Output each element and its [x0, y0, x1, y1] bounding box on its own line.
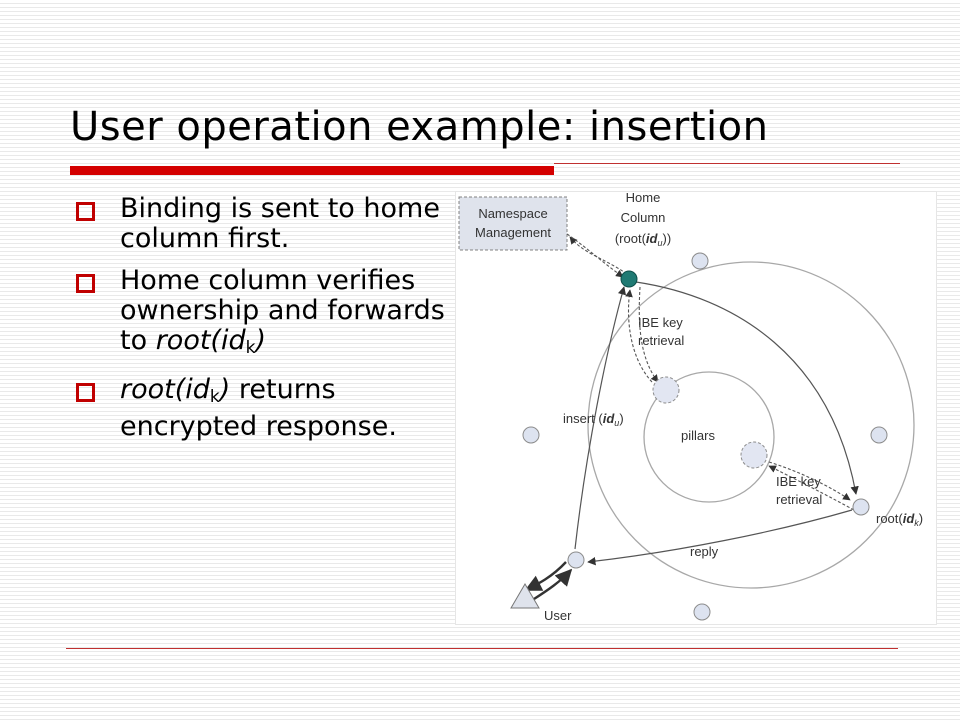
bullet-math-prefix: root(id: [120, 374, 210, 405]
bullet-item: [70, 266, 450, 363]
pillar-node: [741, 442, 767, 468]
bullet-math-sub: k: [209, 387, 220, 407]
retrieval-label-right: retrieval: [776, 492, 823, 507]
outer-ring: [588, 262, 914, 588]
ibe-key-label-top: IBE key: [638, 315, 683, 330]
root-node: [853, 499, 869, 515]
bullet-math-prefix: root(id: [155, 325, 246, 356]
title-underline-thick: [70, 166, 554, 175]
square-bullet-icon: [76, 202, 95, 221]
management-label: Management: [475, 225, 551, 240]
bullet-list: [70, 194, 450, 454]
title-underline-thin: [554, 163, 900, 164]
bullet-text-plain: Home column verifies ownership and forwards to: [120, 265, 445, 356]
insert-node: [568, 552, 584, 568]
bullet-item: [70, 194, 450, 254]
slide-title: User operation example: insertion: [70, 104, 769, 150]
ring-node: [692, 253, 708, 269]
diagram-svg: [456, 192, 936, 624]
user-icon: [511, 584, 539, 608]
reply-label: reply: [690, 544, 719, 559]
bullet-text-plain: returns encrypted response.: [120, 374, 397, 442]
arrow-reply: [588, 510, 852, 562]
arrow-node-to-user: [526, 562, 566, 590]
ring-node: [694, 604, 710, 620]
pillars-label: pillars: [681, 428, 715, 443]
insertion-diagram: [455, 191, 937, 625]
column-label: Column: [620, 210, 666, 225]
home-label: Home: [625, 192, 661, 205]
square-bullet-icon: [76, 383, 95, 402]
insert-label: insert $(id_u)$: [563, 411, 624, 428]
ring-node: [523, 427, 539, 443]
bullet-math-suffix: ): [255, 325, 267, 356]
ring-node: [871, 427, 887, 443]
root-k-label: $root(id_k)$: [876, 511, 924, 528]
bullet-item: [70, 375, 450, 442]
footer-rule: [66, 648, 898, 649]
home-column-node: [621, 271, 637, 287]
retrieval-label-top: retrieval: [638, 333, 685, 348]
namespace-management-box: [459, 197, 567, 250]
bullet-text: [120, 374, 397, 442]
bullet-math-sub: k: [245, 338, 256, 358]
square-bullet-icon: [76, 274, 95, 293]
user-label: User: [544, 608, 572, 623]
pillar-node: [653, 377, 679, 403]
ibe-key-label-right: IBE key: [776, 474, 821, 489]
home-root-label: $(root(id_u))$: [614, 231, 672, 248]
namespace-label: Namespace: [478, 206, 548, 221]
bullet-text: Binding is sent to home column first.: [120, 193, 440, 254]
bullet-text: [120, 265, 445, 356]
bullet-math-suffix: ): [219, 374, 231, 405]
